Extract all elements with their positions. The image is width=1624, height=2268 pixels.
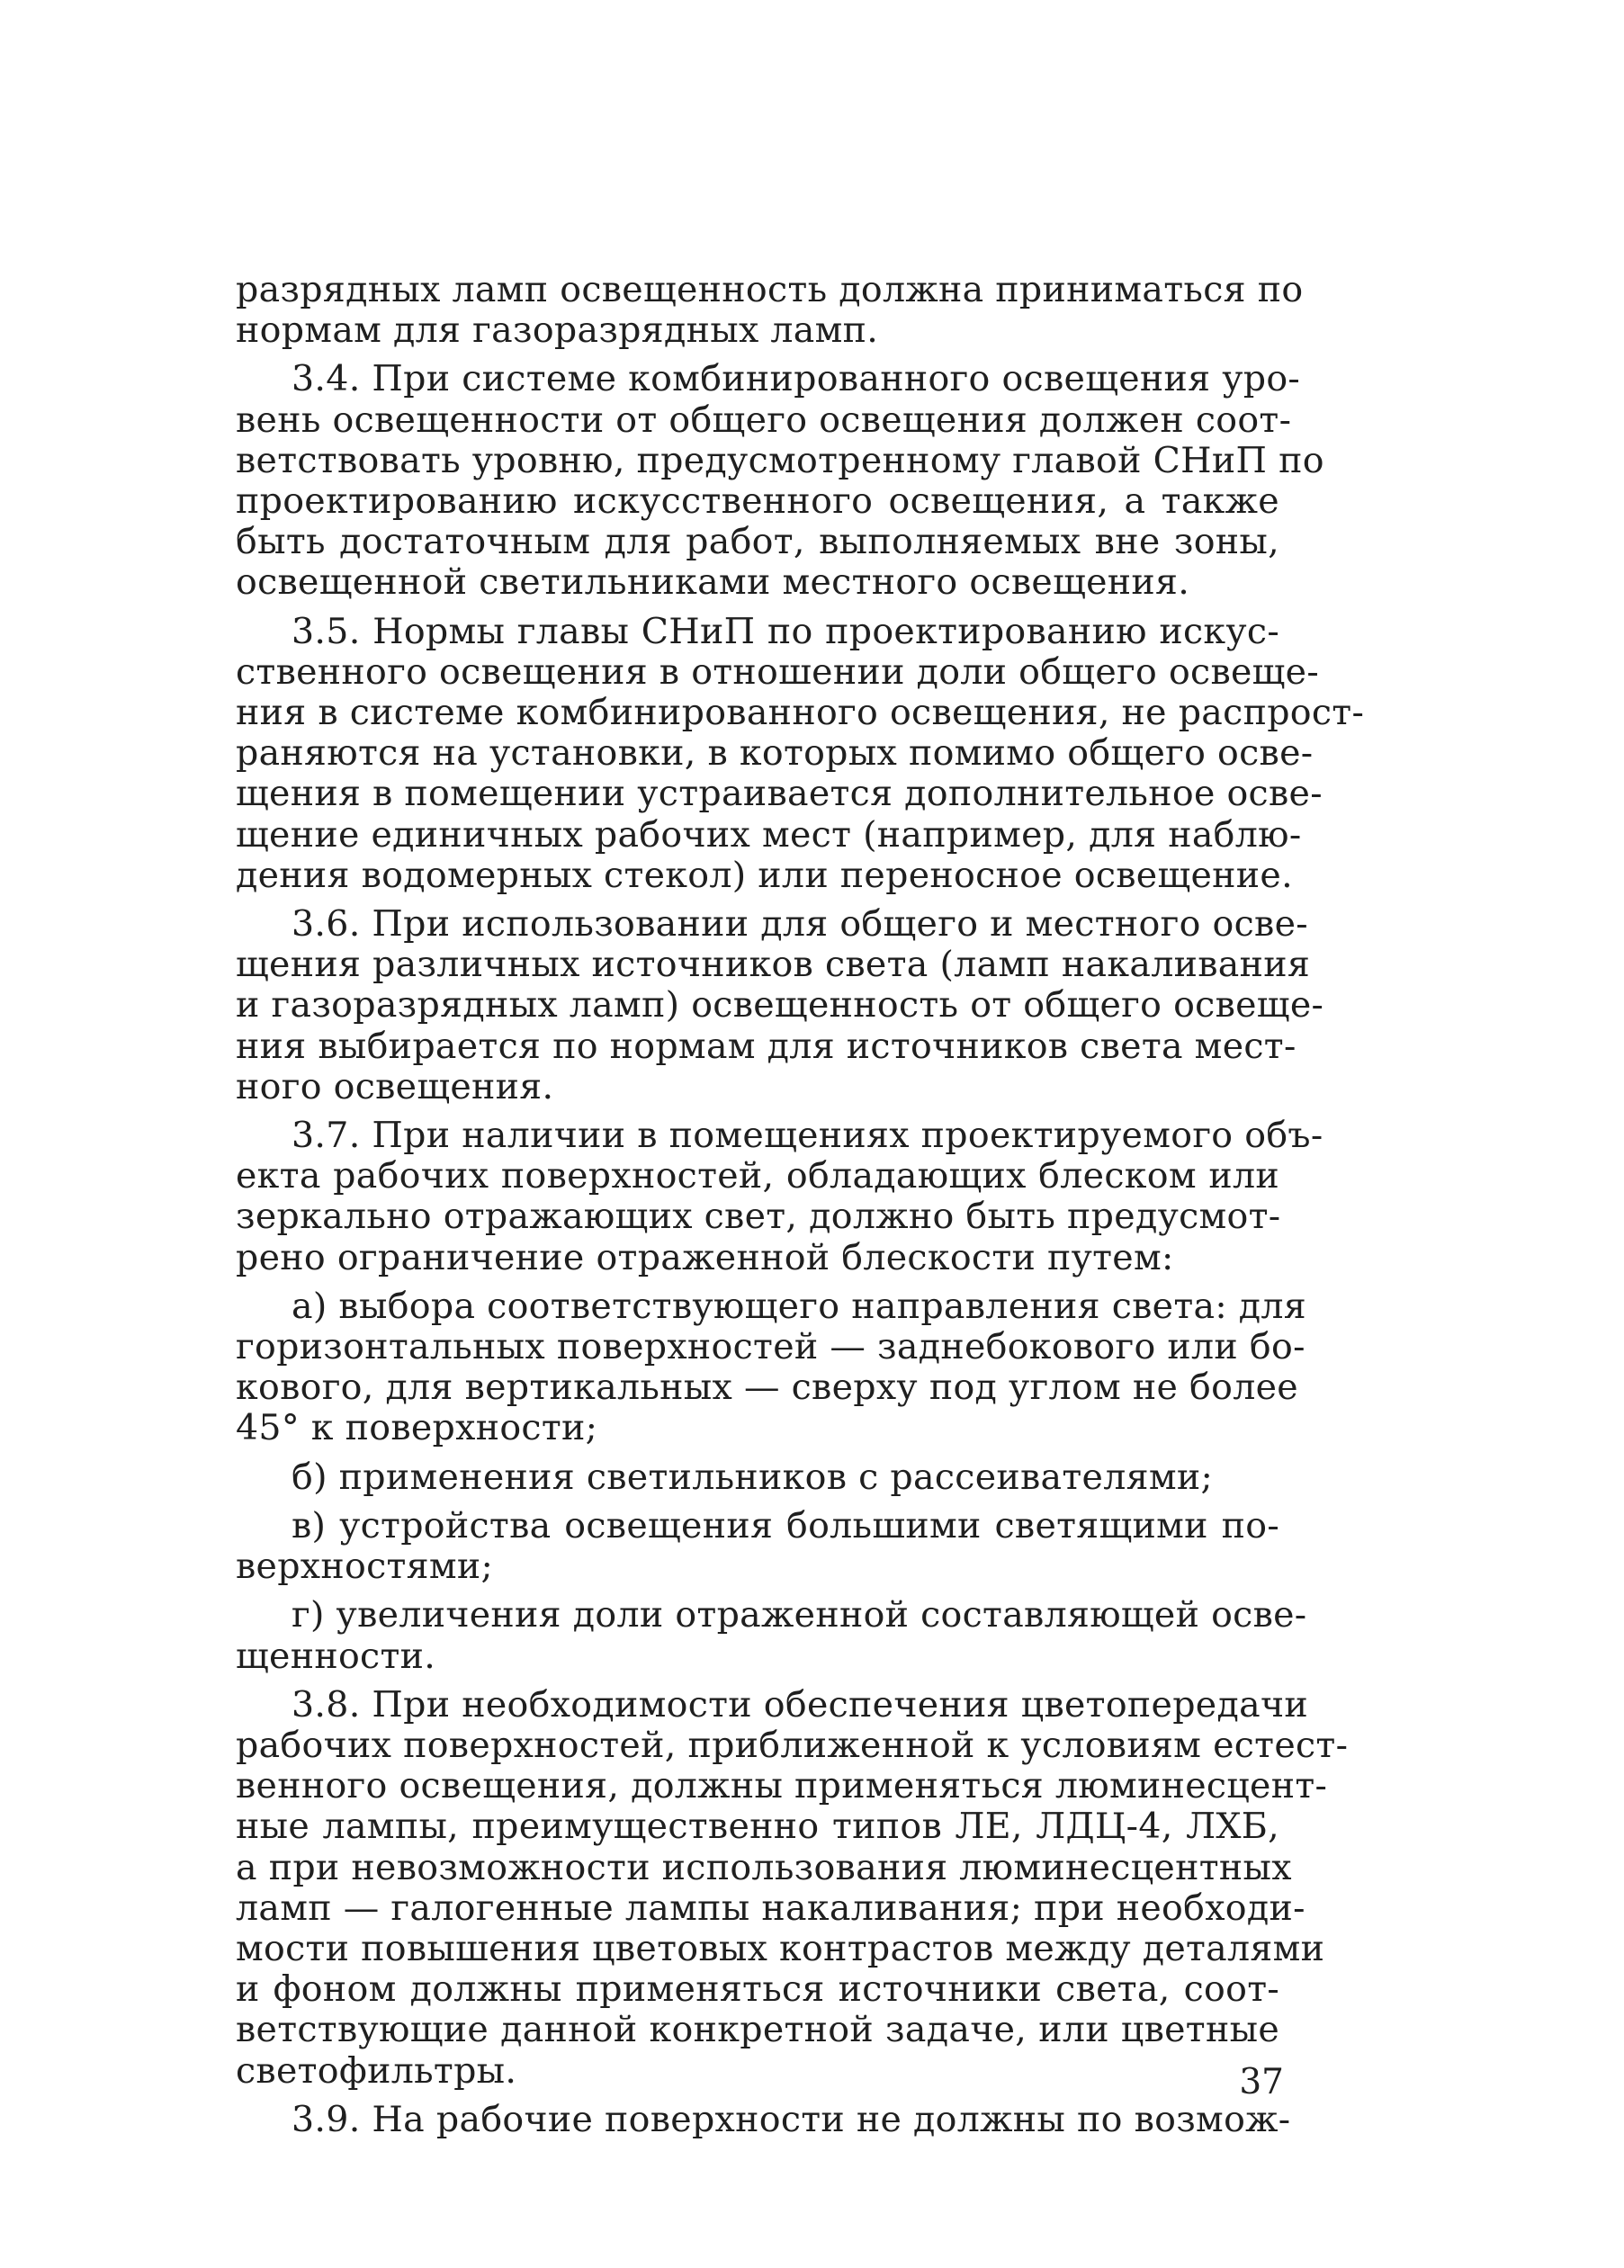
- text-line: ного освещения.: [236, 1065, 554, 1107]
- text-line: б) применения светильников с рассеивателями;: [292, 1456, 1214, 1498]
- paragraph-3-6: [236, 903, 1324, 1107]
- text-line: 3.8. При необходимости обеспечения цветопередачи: [292, 1683, 1308, 1726]
- text-line: и газоразрядных ламп) освещенность от общего освеще-: [236, 984, 1324, 1026]
- text-line: вень освещенности от общего освещения должен соот-: [236, 399, 1292, 441]
- text-line: ламп — галогенные лампы накаливания; при необходи-: [236, 1887, 1305, 1929]
- text-line: быть достаточным для работ, выполняемых вне зоны,: [236, 521, 1279, 563]
- text-line: щения различных источников света (ламп накаливания: [236, 944, 1311, 986]
- text-line: а при невозможности использования люминесцентных: [236, 1846, 1292, 1888]
- paragraph-3-8: [236, 1683, 1349, 2092]
- text-line: ные лампы, преимущественно типов ЛЕ, ЛДЦ-4, ЛХБ,: [236, 1806, 1279, 1848]
- text-line: а) выбора соответствующего направления света: для: [292, 1285, 1307, 1327]
- text-line: 3.6. При использовании для общего и местного осве-: [292, 903, 1308, 946]
- list-item-a: [236, 1285, 1307, 1449]
- paragraph-3-9: [236, 2098, 1291, 2140]
- text-line: кового, для вертикальных — сверху под углом не более: [236, 1367, 1298, 1409]
- text-line: щенности.: [236, 1635, 436, 1677]
- paragraph-3-7: [236, 1115, 1323, 1278]
- text-line: горизонтальных поверхностей — заднебокового или бо-: [236, 1326, 1305, 1368]
- paragraph-3-4: [236, 358, 1324, 604]
- text-line: ния выбирается по нормам для источников света мест-: [236, 1025, 1297, 1067]
- text-line: 3.4. При системе комбинированного освещения уро-: [292, 358, 1301, 400]
- text-line: освещенной светильниками местного освещения.: [236, 561, 1190, 604]
- text-line: и фоном должны применяться источники света, соот-: [236, 1968, 1279, 2011]
- text-line: ветствовать уровню, предусмотренному главой СНиП по: [236, 439, 1324, 481]
- text-line: разрядных ламп освещенность должна приниматься по: [236, 269, 1304, 310]
- text-line: 3.7. При наличии в помещениях проектируемого объ-: [292, 1115, 1323, 1157]
- list-item-v: [236, 1506, 1279, 1587]
- paragraph-continuation: [236, 269, 1304, 352]
- text-line: г) увеличения доли отраженной составляющей осве-: [292, 1594, 1307, 1636]
- text-line: щение единичных рабочих мест (например, для наблю-: [236, 813, 1302, 856]
- text-line: ния в системе комбинированного освещения, не распрост-: [236, 692, 1365, 734]
- text-line: 3.5. Нормы главы СНиП по проектированию искус-: [292, 610, 1279, 652]
- text-line: мости повышения цветовых контрастов между деталями: [236, 1927, 1325, 1969]
- text-line: проектированию искусственного освещения, а также: [236, 480, 1279, 523]
- text-line: рено ограничение отраженной блескости путем:: [236, 1236, 1174, 1278]
- text-line: раняются на установки, в которых помимо общего осве-: [236, 732, 1314, 775]
- text-line: нормам для газоразрядных ламп.: [236, 309, 879, 352]
- text-line: ственного освещения в отношении доли общего освеще-: [236, 650, 1320, 693]
- text-line: 45° к поверхности;: [236, 1407, 598, 1449]
- text-line: светофильтры.: [236, 2049, 517, 2092]
- body-text: [236, 269, 1365, 2140]
- text-line: 3.9. На рабочие поверхности не должны по возмож-: [292, 2098, 1291, 2140]
- page-number: 37: [1239, 2062, 1284, 2102]
- list-item-g: [236, 1594, 1307, 1677]
- text-line: ветствующие данной конкретной задаче, или цветные: [236, 2009, 1279, 2051]
- text-line: екта рабочих поверхностей, обладающих блеском или: [236, 1155, 1279, 1197]
- text-line: рабочих поверхностей, приближенной к условиям естест-: [236, 1724, 1349, 1766]
- text-line: зеркально отражающих свет, должно быть предусмот-: [236, 1196, 1281, 1238]
- list-item-b: [236, 1457, 1279, 1498]
- text-line: в) устройства освещения большими светящими по-: [292, 1504, 1279, 1546]
- text-line: дения водомерных стекол) или переносное освещение.: [236, 854, 1293, 896]
- text-line: венного освещения, должны применяться люминесцент-: [236, 1765, 1328, 1807]
- paragraph-3-5: [236, 610, 1365, 896]
- text-line: щения в помещении устраивается дополнительное осве-: [236, 773, 1323, 815]
- text-line: верхностями;: [236, 1546, 494, 1588]
